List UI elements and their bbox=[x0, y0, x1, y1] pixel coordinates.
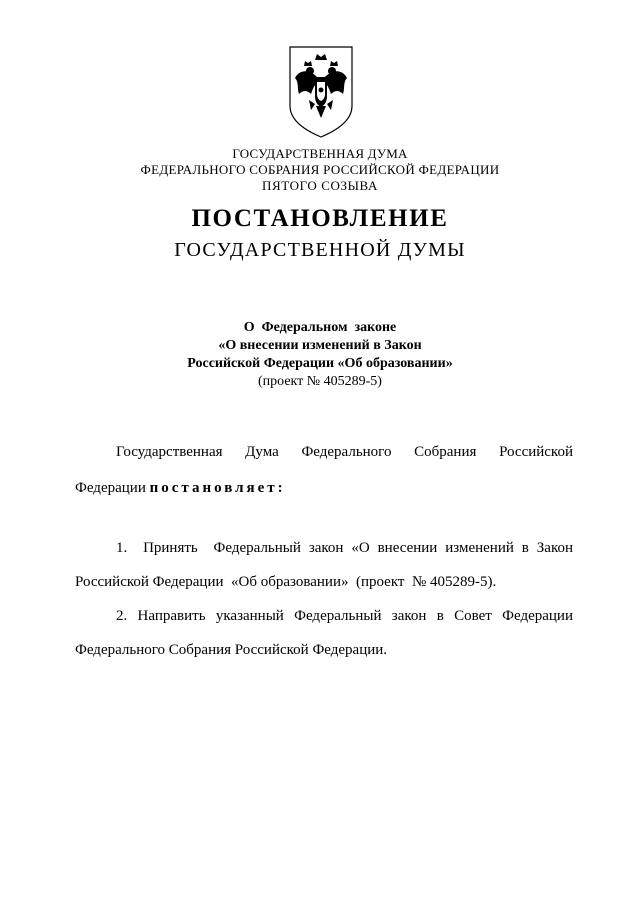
org-name-line1: ГОСУДАРСТВЕННАЯ ДУМА bbox=[232, 146, 408, 161]
item2-line2: Федерального Собрания Российской Федерации. bbox=[75, 642, 388, 658]
bill-number: (проект № 405289-5) bbox=[258, 374, 382, 389]
issuer-title: ГОСУДАРСТВЕННОЙ ДУМЫ bbox=[174, 239, 466, 261]
item1-line1: 1. Принять Федеральный закон «О внесении изменений в Закон bbox=[116, 540, 573, 556]
subject-line1: О Федеральном законе bbox=[243, 320, 397, 335]
coat-of-arms-icon bbox=[287, 44, 355, 140]
item1-line2: Российской Федерации «Об образовании» (проект № 405289-5). bbox=[75, 574, 497, 590]
org-name-line2: ФЕДЕРАЛЬНОГО СОБРАНИЯ РОССИЙСКОЙ ФЕДЕРАЦИИ bbox=[140, 162, 500, 177]
intro-line2-text: Федерации bbox=[75, 480, 150, 496]
document-type-title: ПОСТАНОВЛЕНИЕ bbox=[191, 205, 449, 232]
subject-line2: «О внесении изменений в Закон bbox=[218, 338, 422, 353]
item2-line1: 2. Направить указанный Федеральный закон в Совет Федерации bbox=[116, 608, 573, 624]
convocation-line: ПЯТОГО СОЗЫВА bbox=[262, 178, 378, 193]
intro-line2 bbox=[75, 480, 572, 497]
intro-line1: Государственная Дума Федерального Собрания Российской bbox=[116, 444, 573, 460]
resolves-verb: постановляет: bbox=[149, 480, 286, 496]
subject-line3: Российской Федерации «Об образовании» bbox=[187, 356, 453, 371]
